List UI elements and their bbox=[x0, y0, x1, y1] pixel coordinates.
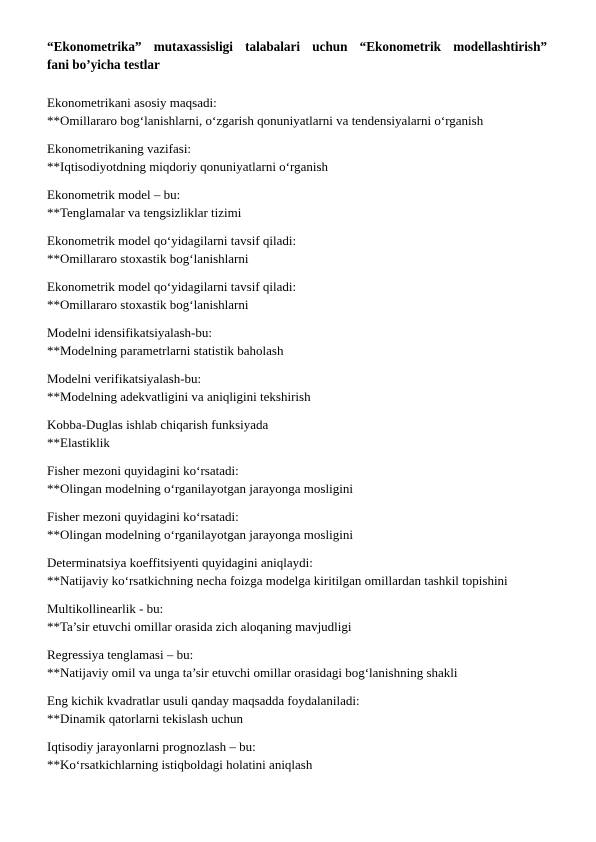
answer-text: **Omillararo bog‘lanishlarni, o‘zgarish qonuniyatlarni va tendensiyalarni o‘rganish bbox=[47, 113, 484, 128]
question-text: Fisher mezoni quyidagini ko‘rsatadi: bbox=[47, 509, 239, 524]
answer-text: **Omillararo stoxastik bog‘lanishlarni bbox=[47, 297, 249, 312]
answer-text: **Natijaviy omil va unga ta’sir etuvchi omillar orasidagi bog‘lanishning shakli bbox=[47, 665, 458, 680]
answer-text: **Ta’sir etuvchi omillar orasida zich aloqaning mavjudligi bbox=[47, 619, 352, 634]
answer-text: **Modelning parametrlarni statistik baholash bbox=[47, 343, 284, 358]
question-text: Ekonometrik model qo‘yidagilarni tavsif qiladi: bbox=[47, 233, 297, 248]
question-item bbox=[47, 324, 567, 370]
question-item bbox=[47, 462, 567, 508]
question-text: Eng kichik kvadratlar usuli qanday maqsadda foydalaniladi: bbox=[47, 693, 360, 708]
question-item bbox=[47, 692, 567, 738]
question-text: Kobba-Duglas ishlab chiqarish funksiyada bbox=[47, 417, 269, 432]
question-text: Ekonometrikaning vazifasi: bbox=[47, 141, 192, 156]
question-text: Determinatsiya koeffitsiyenti quyidagini aniqlaydi: bbox=[47, 555, 313, 570]
question-item bbox=[47, 508, 567, 554]
answer-text: **Natijaviy ko‘rsatkichning necha foizga modelga kiritilgan omillardan tashkil topishini bbox=[47, 573, 508, 588]
question-item bbox=[47, 738, 567, 784]
question-item bbox=[47, 278, 567, 324]
answer-text: **Olingan modelning o‘rganilayotgan jarayonga mosligini bbox=[47, 527, 353, 542]
document-title bbox=[47, 38, 547, 74]
question-text: Fisher mezoni quyidagini ko‘rsatadi: bbox=[47, 463, 239, 478]
question-item bbox=[47, 94, 567, 140]
question-text: Modelni verifikatsiyalash-bu: bbox=[47, 371, 202, 386]
title-line-2: fani boʼyicha testlar bbox=[47, 57, 160, 72]
answer-text: **Dinamik qatorlarni tekislash uchun bbox=[47, 711, 244, 726]
question-text: Ekonometrik model – bu: bbox=[47, 187, 181, 202]
question-text: Regressiya tenglamasi – bu: bbox=[47, 647, 194, 662]
answer-text: **Iqtisodiyotdning miqdoriy qonuniyatlarni o‘rganish bbox=[47, 159, 329, 174]
answer-text: **Ko‘rsatkichlarning istiqboldagi holatini aniqlash bbox=[47, 757, 313, 772]
question-item bbox=[47, 554, 567, 600]
question-text: Modelni idensifikatsiyalash-bu: bbox=[47, 325, 213, 340]
answer-text: **Modelning adekvatligini va aniqligini tekshirish bbox=[47, 389, 311, 404]
question-item bbox=[47, 232, 567, 278]
question-text: Multikollinearlik - bu: bbox=[47, 601, 164, 616]
question-text: Iqtisodiy jarayonlarni prognozlash – bu: bbox=[47, 739, 256, 754]
question-text: Ekonometrik model qo‘yidagilarni tavsif qiladi: bbox=[47, 279, 297, 294]
question-item bbox=[47, 140, 567, 186]
answer-text: **Tenglamalar va tengsizliklar tizimi bbox=[47, 205, 242, 220]
answer-text: **Omillararo stoxastik bog‘lanishlarni bbox=[47, 251, 249, 266]
question-item bbox=[47, 186, 567, 232]
question-item bbox=[47, 416, 567, 462]
question-item bbox=[47, 600, 567, 646]
question-list bbox=[47, 94, 567, 784]
question-item bbox=[47, 370, 567, 416]
answer-text: **Olingan modelning o‘rganilayotgan jarayonga mosligini bbox=[47, 481, 353, 496]
title-line-1: “Ekonometrika” mutaxassisligi talabalari uchun “Ekonometrik modellashtirish” bbox=[47, 39, 547, 54]
question-item bbox=[47, 646, 567, 692]
answer-text: **Elastiklik bbox=[47, 435, 110, 450]
question-text: Ekonometrikani asosiy maqsadi: bbox=[47, 95, 217, 110]
